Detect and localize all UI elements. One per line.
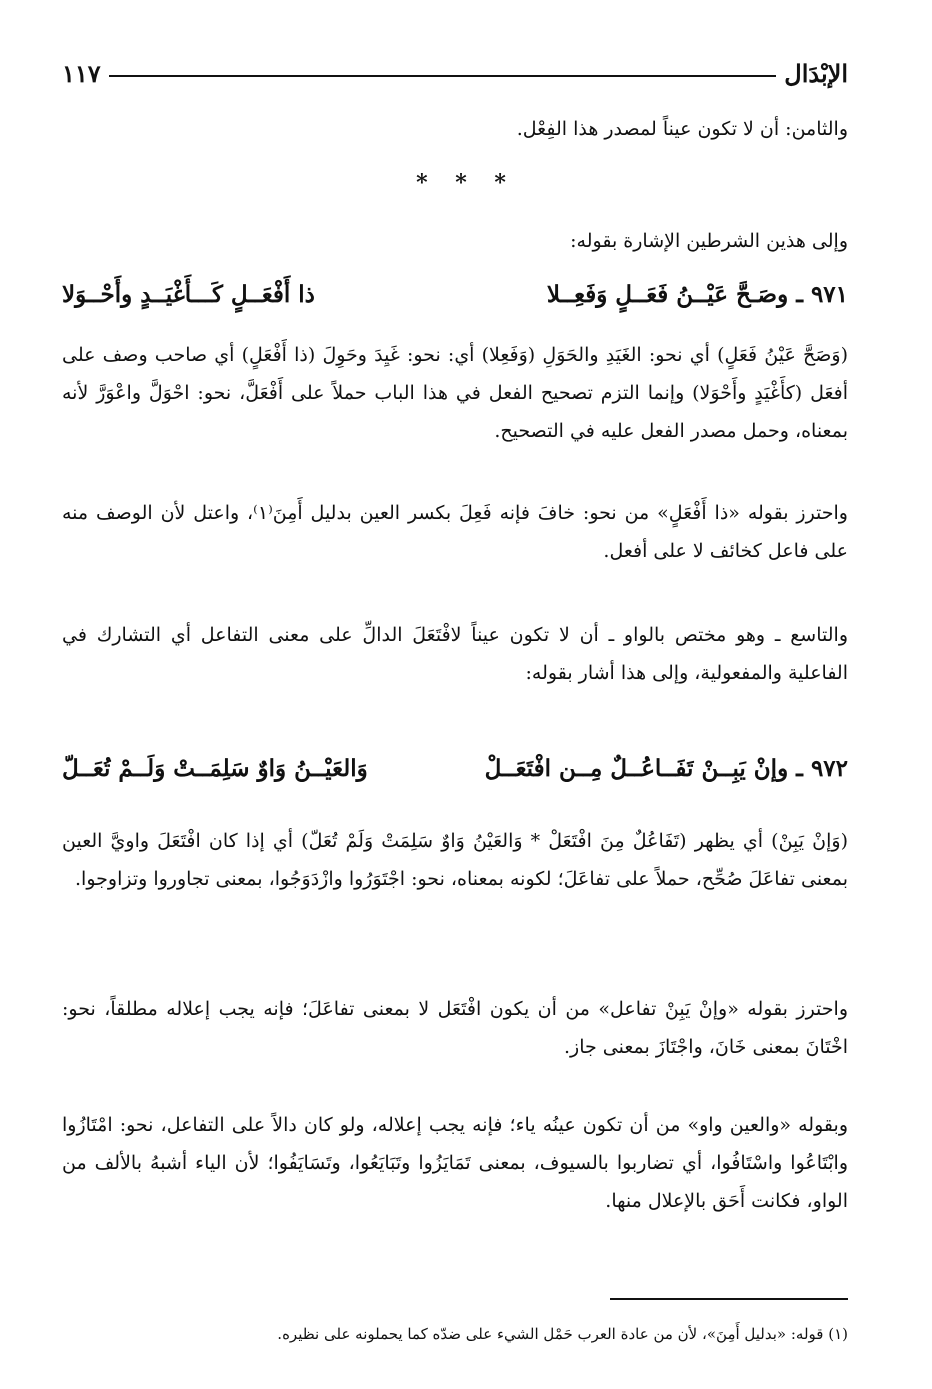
- paragraph-exception-tafaal: واحترز بقوله «وإنْ يَبِنْ تفاعل» من أن يكون افْتَعَل لا بمعنى تفاعَلَ؛ فإنه يجب إعلاله مطلقاً، نحو: اخْتَانَ بمعنى خَانَ، واجْتَازَ بمعنى جاز.: [62, 998, 848, 1058]
- paragraph-intro-971: وإلى هذين الشرطين الإشارة بقوله:: [570, 230, 848, 252]
- verse-971: [62, 272, 848, 316]
- paragraph-commentary-972: (وَإنْ يَبِنْ) أي يظهر (تَفَاعُلٌ مِنَ افْتَعَلْ * وَالعَيْنُ وَاوٌ سَلِمَتْ وَلَمْ تُعَلّ) أي إذا كان افْتَعَلَ واويَّ العين بمعنى تفاعَلَ صُحِّح، حملاً على تفاعَلَ؛ لكونه بمعناه، نحو: اجْتَوَرُوا وازْدَوَجُوا، بمعنى تجاوروا وتزاوجوا.: [62, 830, 848, 890]
- verse-971-second-hemistich: ذا أَفْعَــلٍ كَـــأَغْيَــدٍ وأَحْــوَلا: [62, 280, 315, 308]
- paragraph-eighth-condition: والثامن: أن لا تكون عيناً لمصدر هذا الفِعْل.: [516, 118, 848, 140]
- verse-972-second-hemistich: وَالعَيْــنُ وَاوٌ سَلِمَــتْ وَلَــمْ تُعَــلّ: [62, 754, 368, 782]
- footnote: (١) قوله: «بدليل أَمِنَ»، لأن من عادة العرب حَمْل الشيء على ضدّه كما يحملونه على نظيره.: [277, 1325, 848, 1343]
- paragraph-exception-afal: واحترز بقوله «ذا أَفْعَلٍ» من نحو: خافَ فإنه فَعِلَ بكسر العين بدليل أَمِنَ⁽١⁾، واعتل لأن الوصف منه على فاعل كخائف لا على أفعل.: [62, 502, 848, 562]
- verse-971-first-hemistich: ٩٧١ ـ وصَـحَّ عَيْــنُ فَعَــلٍ وَفَعِــلا: [546, 280, 848, 308]
- page-header: [62, 55, 848, 91]
- header-rule: [109, 75, 777, 77]
- footnote-rule: [610, 1298, 848, 1300]
- paragraph-commentary-971: (وَصَحَّ عَيْنُ فَعَلٍ) أي نحو: الغَيَدِ والحَوَلِ (وَفَعِلا) أي: نحو: غَيِدَ وحَوِلَ (ذا أَفْعَلٍ) أي صاحب وصف على أفعَل (كأَغْيَدٍ وأَحْوَلا) وإنما التزم تصحيح الفعل في هذا الباب حملاً على أَفْعَلَّ، نحو: احْوَلَّ واعْوَرَّ لأنه بمعناه، وحمل مصدر الفعل عليه في التصحيح.: [62, 344, 848, 442]
- section-separator: * * *: [416, 170, 516, 196]
- chapter-title: الإبْدَال: [784, 58, 848, 88]
- verse-972-first-hemistich: ٩٧٢ ـ وإنْ يَبِــنْ تَفَــاعُــلٌ مِــن افْتَعَــلْ: [484, 754, 848, 782]
- paragraph-ninth-condition: والتاسع ـ وهو مختص بالواو ـ أن لا تكون عيناً لافْتَعَلَ الدالِّ على معنى التفاعل أي التشارك في الفاعلية والمفعولية، وإلى هذا أشار بقوله:: [62, 624, 848, 684]
- page-number: ١١٧: [62, 58, 101, 88]
- verse-972: [62, 746, 848, 790]
- paragraph-exception-ya: وبقوله «والعين واو» من أن تكون عينُه ياء؛ فإنه يجب إعلاله، ولو كان دالاً على التفاعل، نحو: امْتَازُوا وابْتَاعُوا واسْتَافُوا، أي تضاربوا بالسيوف، بمعنى تَمَايَزُوا وتَبَايَعُوا، وتَسَايَفُوا؛ لأن الياء أشبهُ بالألف من الواو، فكانت أَحَق بالإعلال منها.: [62, 1114, 848, 1212]
